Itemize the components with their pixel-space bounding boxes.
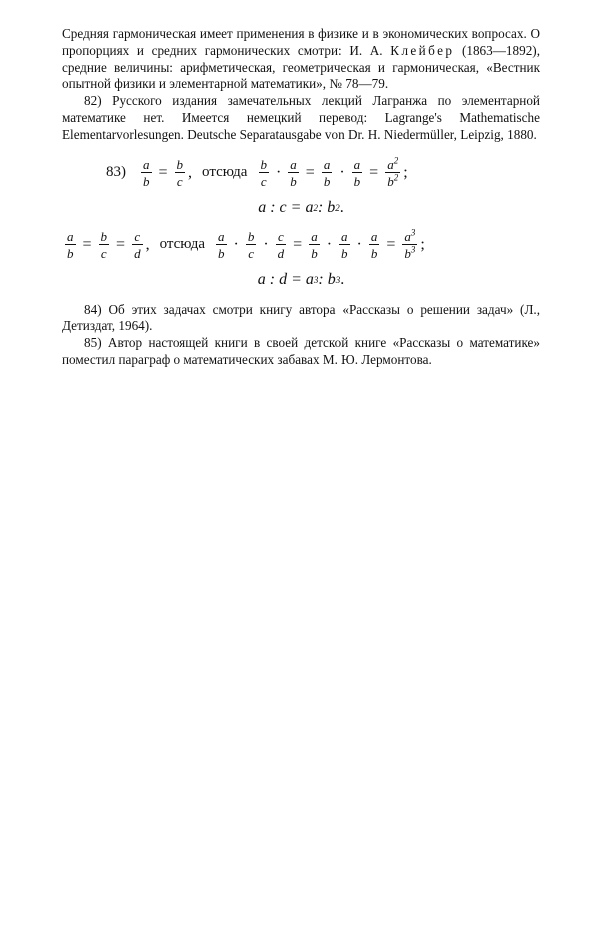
paragraph-text: Средняя гармоническая имеет применения в физике и в экономических вопросах. О пропорциях и средних гармонических смотри: И. А. [62, 26, 540, 58]
fraction-a-over-b: $\frac{a}{b}$ [341, 228, 348, 261]
fraction-a-over-b: $\frac{a}{b}$ [353, 156, 361, 189]
comma: , [188, 163, 193, 181]
equals-sign: = [82, 235, 92, 253]
equation-ratio-a-c: a : c = a 2 : b 2 . [258, 198, 344, 216]
equation-text: : b [317, 198, 336, 216]
period: . [340, 270, 345, 288]
dot-operator: · [233, 235, 239, 253]
fraction-a2-over-b2: $\frac{a^2}{b^2}$ [387, 155, 399, 189]
fraction-a-over-b: $\frac{a}{b}$ [143, 156, 150, 189]
equation-text: : b [318, 270, 336, 288]
author-name-spaced: Клейбер [390, 42, 455, 58]
equals-sign: = [116, 235, 126, 253]
equation-83 [62, 155, 540, 189]
fraction-a-over-b: $\frac{a}{b}$ [67, 228, 74, 261]
dot-operator: · [275, 163, 282, 181]
equation-text: a : c = a [258, 198, 314, 216]
word-otsyuda: отсюда [202, 164, 248, 181]
dot-operator: · [326, 235, 333, 253]
paragraph-text: (1863—1892), средние величины: арифметическая, геометрическая и гармоническая, «Вестник опытной физики и элементарной математики», № 78—79. [62, 42, 540, 92]
dot-operator: · [339, 163, 345, 181]
fraction-a-over-b: $\frac{a}{b}$ [218, 228, 225, 261]
page-content [62, 26, 540, 369]
equals-sign: = [305, 163, 315, 181]
fraction-a3-over-b3: $\frac{a^3}{b^3}$ [404, 227, 416, 261]
fraction-a-over-b: $\frac{a}{b}$ [311, 228, 318, 261]
dot-operator: · [263, 235, 269, 253]
equation-ratio-a-d: a : d = a 3 : b 3 . [257, 270, 345, 288]
fraction-a-over-b: $\frac{a}{b}$ [290, 156, 297, 189]
comma: , [145, 235, 150, 253]
paragraph-harmonic-mean [62, 26, 540, 93]
note-85: 85) Автор настоящей книги в своей детской книге «Рассказы о математике» поместил параграф о математических забавах М. Ю. Лермонтова. [62, 335, 540, 367]
period: . [339, 198, 344, 216]
fraction-a-over-b: $\frac{a}{b}$ [323, 156, 331, 189]
fraction-b-over-c: $\frac{b}{c}$ [247, 228, 255, 261]
semicolon: ; [420, 235, 425, 253]
equals-sign: = [293, 235, 303, 253]
equation-four-terms [62, 227, 540, 261]
equals-sign: = [369, 163, 379, 181]
fraction-b-over-c: $\frac{b}{c}$ [100, 228, 108, 261]
equation-text: a : d = a [257, 270, 314, 288]
fraction-a-over-b: $\frac{a}{b}$ [370, 228, 378, 261]
note-84: 84) Об этих задачах смотри книгу автора «Рассказы о решении задач» (Л., Детиздат, 1964). [62, 301, 540, 334]
semicolon: ; [403, 163, 408, 181]
equals-sign: = [386, 235, 396, 253]
fraction-b-over-c: $\frac{b}{c}$ [176, 156, 184, 189]
dot-operator: · [356, 235, 362, 253]
note-label-83: 83) [106, 164, 126, 181]
note-82: 82) Русского издания замечательных лекций Лагранжа по элементарной математике нет. Имеется немецкий перевод: Lagrange's Mathematische Elementarvorlesungen. Deutsche Separatausgabe von Dr. H. Niedermüller, Leipzig, 1880. [62, 93, 540, 142]
fraction-c-over-d: $\frac{c}{d}$ [277, 228, 285, 261]
equals-sign: = [158, 163, 168, 181]
word-otsyuda: отсюда [159, 236, 205, 253]
fraction-b-over-c: $\frac{b}{c}$ [260, 156, 267, 189]
fraction-c-over-d: $\frac{c}{d}$ [134, 228, 141, 261]
